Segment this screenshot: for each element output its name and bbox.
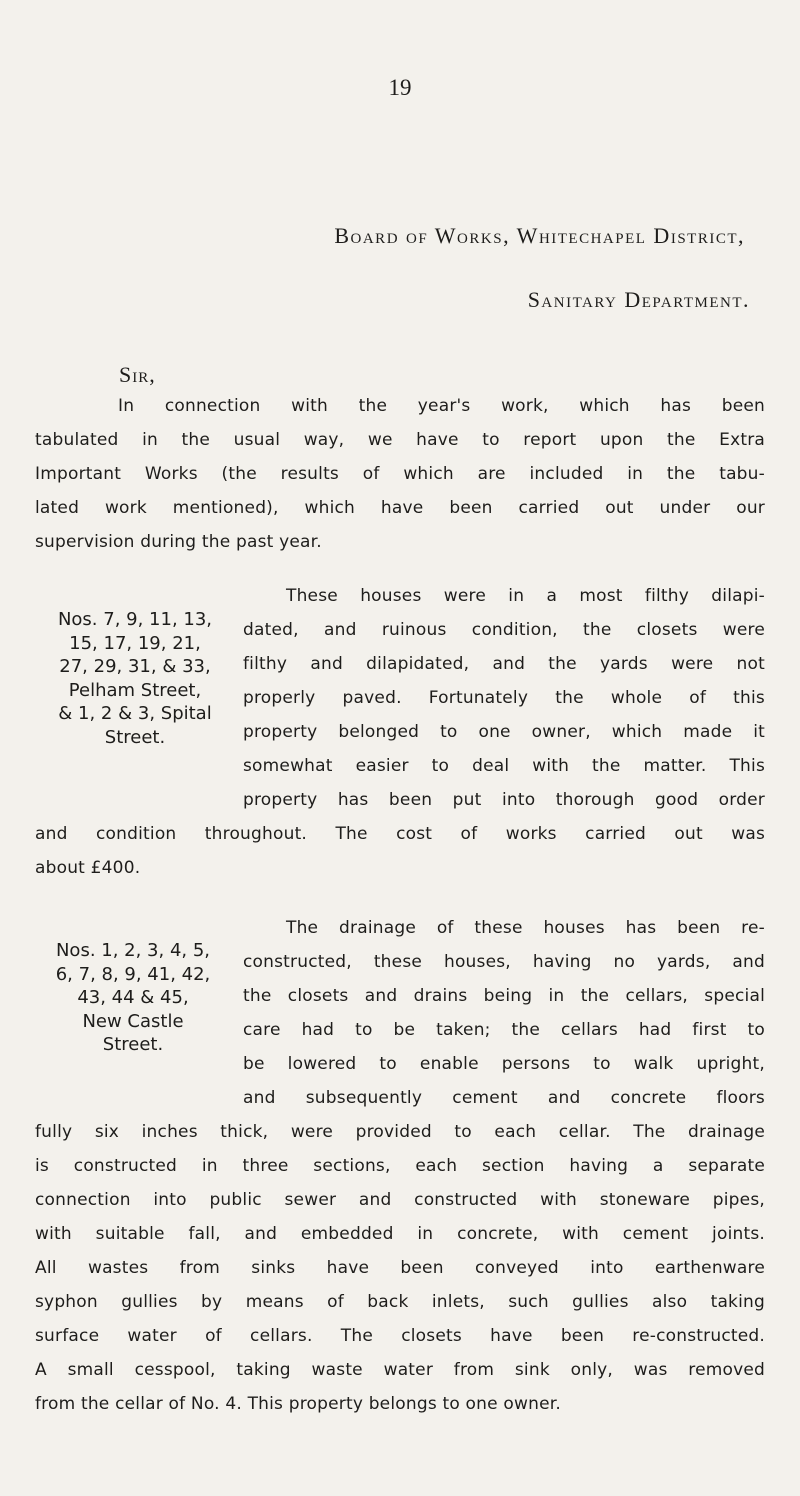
section2-line: with suitable fall, and embedded in concrete, with cement joints. [35,1224,765,1244]
intro-line: In connection with the year's work, which has been [118,396,765,416]
section2-line: the closets and drains being in the cellars, special [243,986,765,1006]
section2-line: surface water of cellars. The closets have been re-constructed. [35,1326,765,1346]
address-line: & 1, 2 & 3, Spital [58,703,212,724]
address-line: New Castle [82,1010,184,1032]
address-line: 15, 17, 19, 21, [69,632,201,654]
address-line: Nos. 1, 2, 3, 4, 5, [55,940,211,961]
intro-line: tabulated in the usual way, we have to report upon the Extra [35,430,765,450]
address-line: Street. [104,726,166,748]
address-line: Pelham Street, [68,679,202,701]
section2-line: The drainage of these houses has been re- [286,918,765,938]
section1-line: about £400. [35,858,141,878]
section1-line: and condition throughout. The cost of works carried out was [35,824,765,844]
section2-address-label [30,939,236,1057]
intro-line: lated work mentioned), which have been carried out under our [35,498,765,518]
section2-line: constructed, these houses, having no yards, and [243,952,765,972]
heading-sanitary-department: Sanitary Department. [527,287,750,312]
address-line: 43, 44 & 45, [77,987,189,1008]
address-line: 6, 7, 8, 9, 41, 42, [55,963,211,985]
section1-line: somewhat easier to deal with the matter. This [243,756,765,776]
section1-line: properly paved. Fortunately the whole of this [243,688,765,708]
section1-line: These houses were in a most filthy dilapi- [286,586,765,606]
salutation: Sir, [119,362,156,387]
page-number: 19 [388,75,412,100]
section2-line: and subsequently cement and concrete floors [243,1088,765,1108]
section2-line: be lowered to enable persons to walk upright, [243,1054,765,1074]
section2-line: fully six inches thick, were provided to each cellar. The drainage [35,1122,765,1142]
section1-line: dated, and ruinous condition, the closets were [243,620,765,640]
address-line: 27, 29, 31, & 33, [59,656,211,677]
section1-line: filthy and dilapidated, and the yards were not [243,654,765,674]
section2-line: is constructed in three sections, each section having a separate [35,1156,765,1176]
address-line: Street. [102,1034,164,1055]
section1-line: property belonged to one owner, which made it [243,722,765,742]
section2-line: care had to be taken; the cellars had first to [243,1020,765,1040]
section2-line: All wastes from sinks have been conveyed into earthenware [35,1258,765,1278]
section2-line: from the cellar of No. 4. This property belongs to one owner. [35,1394,561,1414]
heading-board-of-works: Board of Works, Whitechapel District, [334,223,745,248]
address-line: Nos. 7, 9, 11, 13, [57,609,213,630]
intro-line: Important Works (the results of which are included in the tabu- [35,464,765,484]
section2-line: connection into public sewer and constructed with stoneware pipes, [35,1190,765,1210]
section1-address-label [30,608,240,749]
section2-line: A small cesspool, taking waste water from sink only, was removed [35,1360,765,1380]
intro-line: supervision during the past year. [35,532,322,552]
section1-line: property has been put into thorough good order [243,790,765,810]
section2-line: syphon gullies by means of back inlets, such gullies also taking [35,1292,765,1312]
